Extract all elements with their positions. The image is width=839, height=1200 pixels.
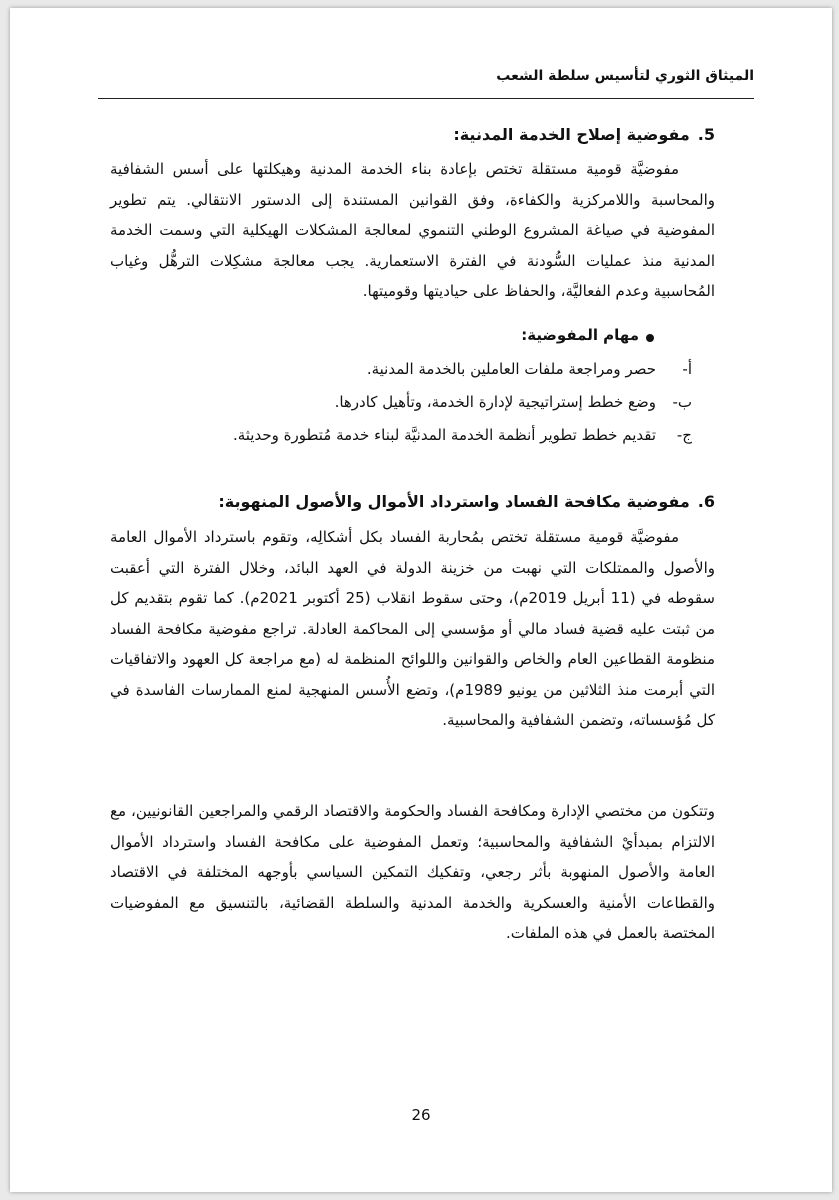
task-text: وضع خطط إستراتيجية لإدارة الخدمة، وتأهيل كادرها. [334,393,656,411]
running-header-title: الميثاق الثوري لتأسيس سلطة الشعب [496,68,754,84]
section-5-paragraph: مفوضيَّة قومية مستقلة تختص بإعادة بناء الخدمة المدنية وهيكلتها على أسس الشفافية والمحاسبة واللامركزية والكفاءة، وفق القوانين المستندة إلى الدستور الانتقالي. يتم تطوير المفوضية في صياغة المشروع الوطني التنموي لمعالجة المشكلات الهيكلية التي وسمت الخدمة المدنية منذ عمليات السُّودنة في الفترة الاستعمارية. يجب معالجة مشكِلات الترهُّل وغياب المُحاسبية وعدم الفعاليَّة، والحفاظ على حياديتها وقوميتها. [110,160,715,300]
task-text: تقديم خطط تطوير أنظمة الخدمة المدنيَّة لبناء خدمة مُتطورة وحديثة. [232,426,656,444]
task-marker: ب- [672,393,692,411]
tasks-heading-label: مهام المفوضية: [521,326,639,344]
task-marker: ج- [676,426,692,444]
section-6-number: 6. [697,492,715,511]
section-6-paragraph-2: وتتكون من مختصي الإدارة ومكافحة الفساد والحكومة والاقتصاد الرقمي والمراجعين القانونيين، مع الالتزام بمبدأيْ الشفافية والمحاسبية؛ وتعمل المفوضية على مكافحة الفساد واسترداد الأموال العامة والأصول المنهوبة بأثر رجعي، وتفكيك التمكين السياسي بأوجهه المختلفة في الاقتصاد والقطاعات الأمنية والعسكرية والخدمة المدنية والسلطة القضائية، بالتنسيق مع المفوضيات المختصة بالعمل في هذه الملفات. [110,802,715,942]
section-5-title: مفوضية إصلاح الخدمة المدنية: [453,125,690,144]
task-item [335,393,692,411]
task-text: حصر ومراجعة ملفات العاملين بالخدمة المدنية. [366,360,656,378]
task-item [367,360,692,378]
document-page [10,8,832,1192]
section-6-title: مفوضية مكافحة الفساد واسترداد الأموال والأصول المنهوبة: [218,492,690,511]
section-6-paragraph-1: مفوضيَّة قومية مستقلة تختص بمُحاربة الفساد بكل أشكالِه، وتقوم باسترداد الأموال العامة والأصول والممتلكات التي نهبت من خزينة الدولة في العهد البائد، وخلال الفترة التي أعقبت سقوطه في (11 أبريل 2019م)، وحتى سقوط انقلاب (25 أكتوبر 2021م). كما تقوم بتقديم كل من ثبتت عليه قضية فساد مالي أو مؤسسي إلى المحاكمة العادلة. تراجع مفوضية مكافحة الفساد منظومة القطاعين العام والخاص والقوانين واللوائح المنظمة له (مع مراجعة كل العهود والاتفاقيات التي أبرمت منذ الثلاثين من يونيو 1989م)، وتضع الأُسس المنهجية لمنع الممارسات الفاسدة في كل مُؤسساته، وتضمن الشفافية والمحاسبية. [110,528,716,729]
page-number: 26 [411,1106,431,1124]
task-marker: أ- [682,360,692,378]
section-5-heading [453,125,715,144]
section-5-number: 5. [697,125,715,144]
section-6-heading [218,492,715,511]
header-divider [98,98,754,99]
task-item [233,426,692,444]
tasks-heading [521,326,657,344]
